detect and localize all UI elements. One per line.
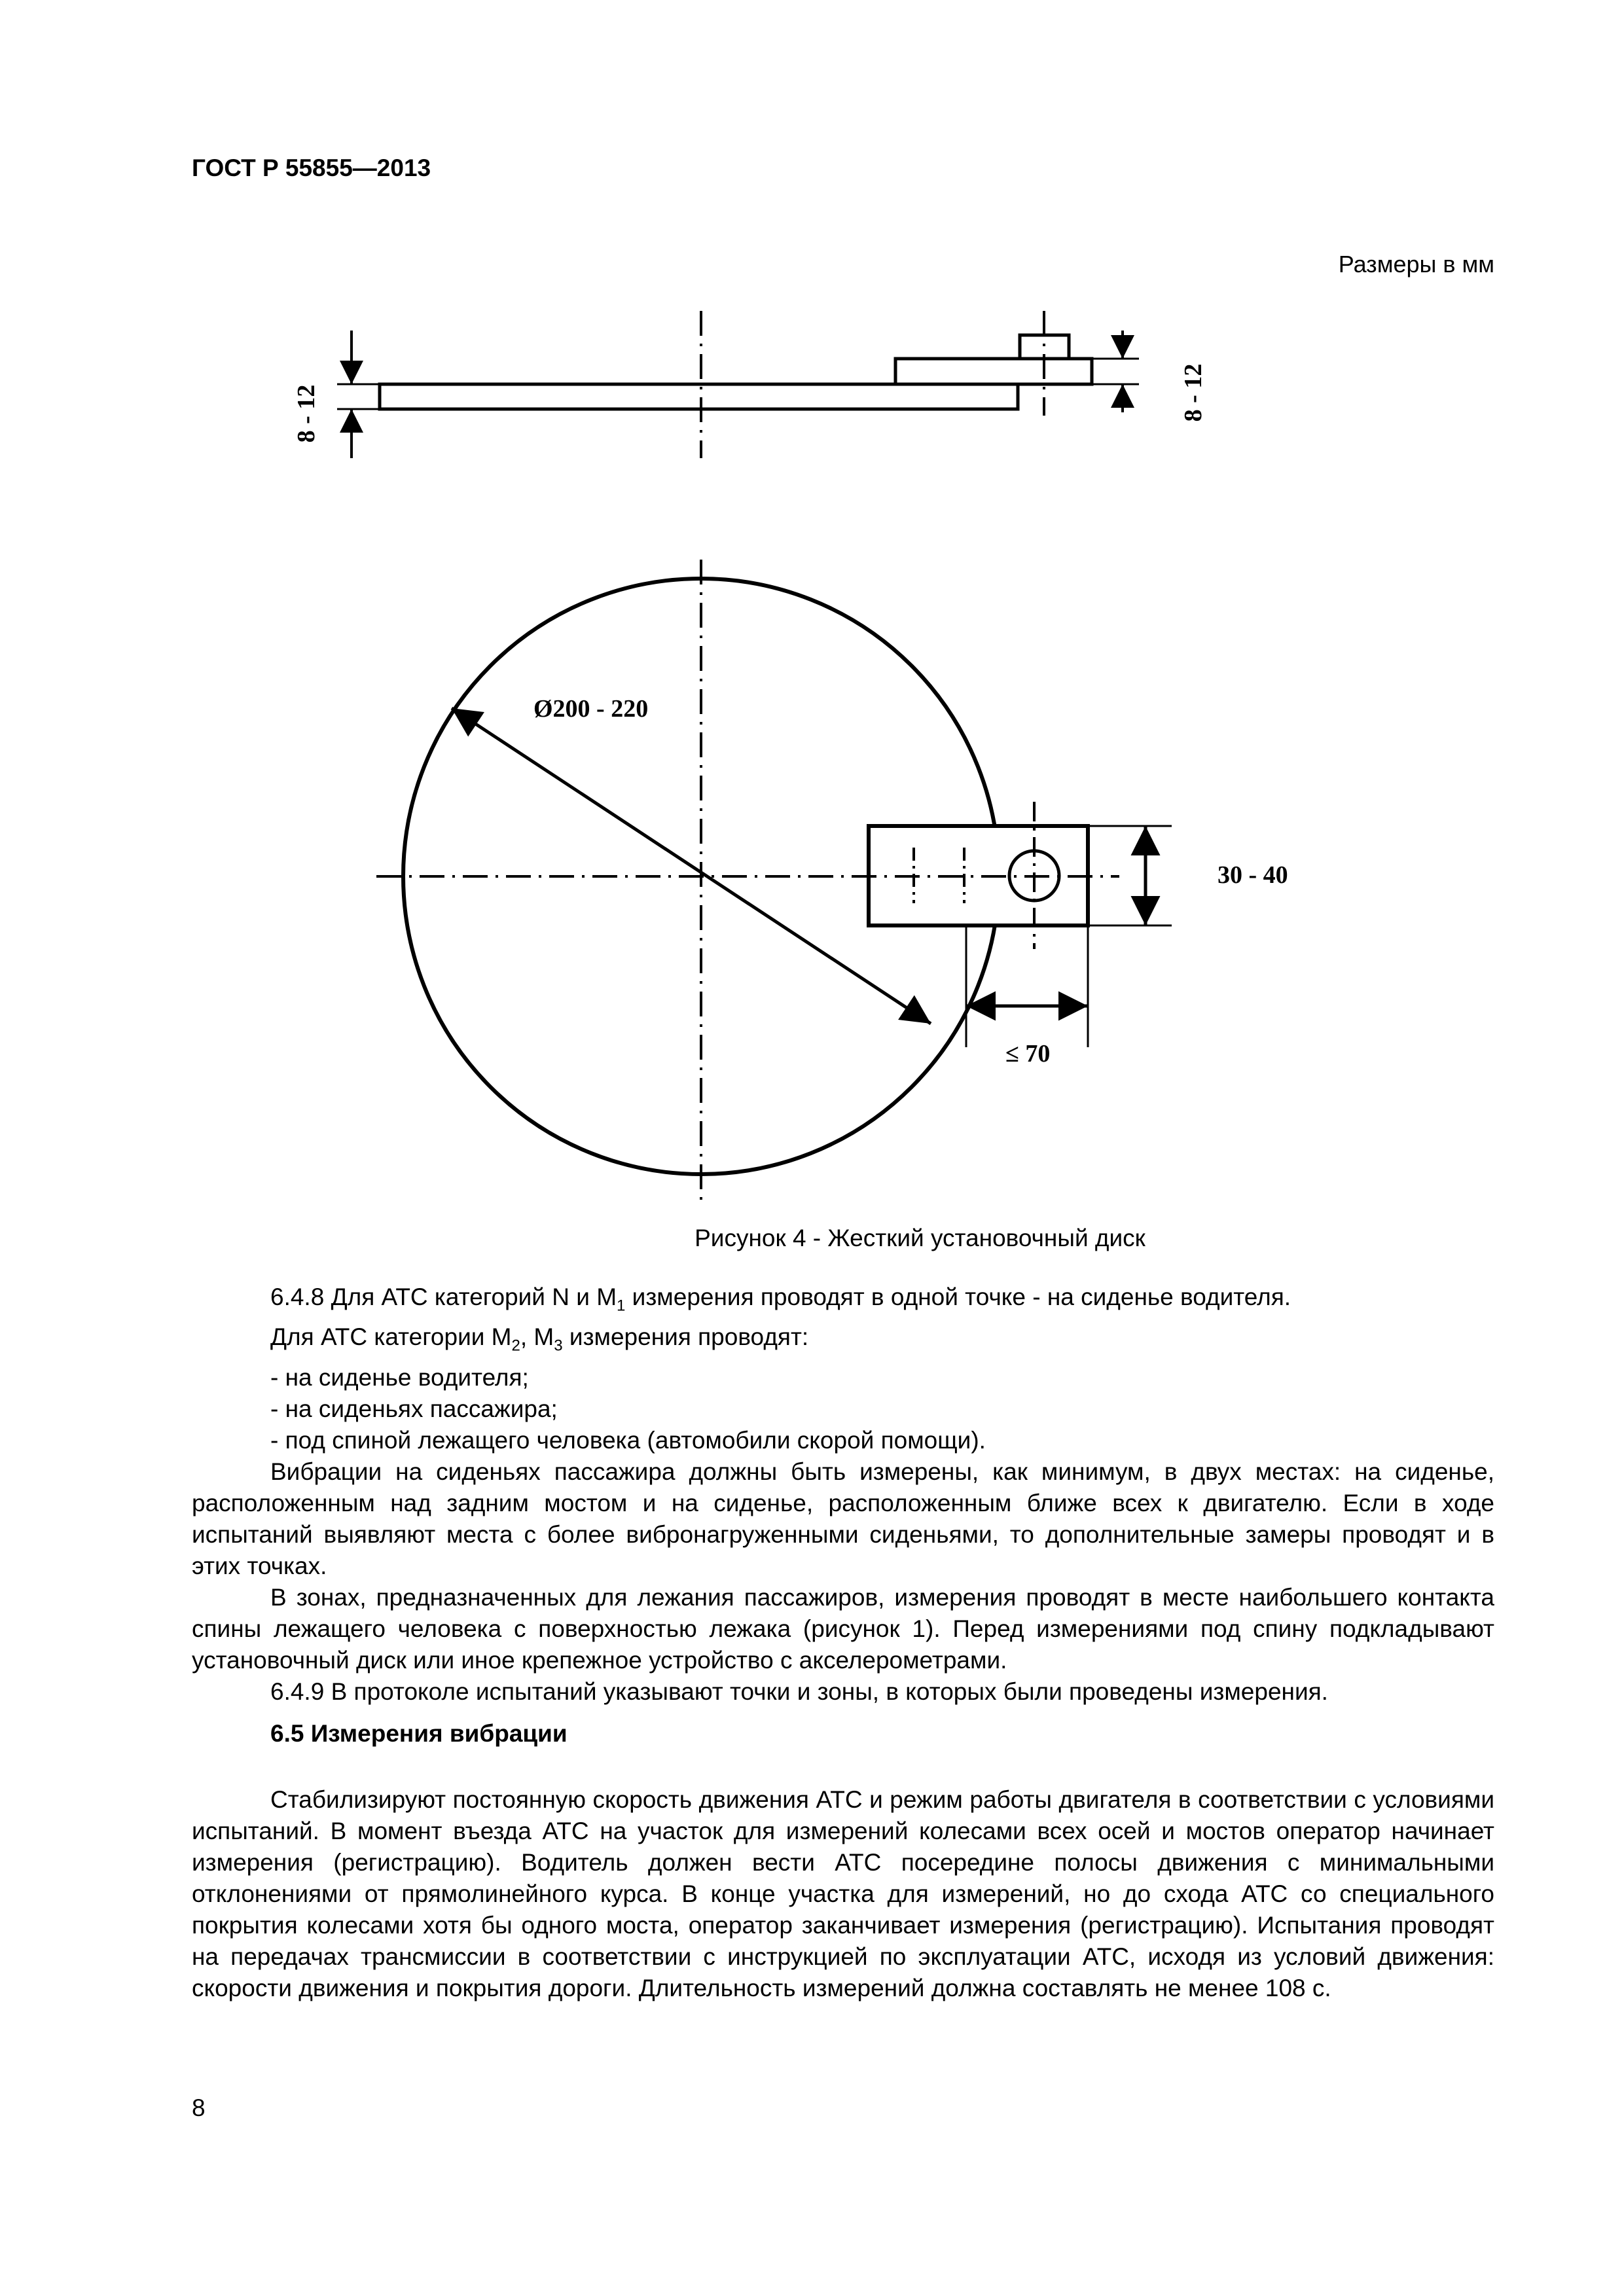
diameter-dimension-line xyxy=(452,708,931,1024)
bracket-side xyxy=(895,359,1092,384)
figure-caption-text: Рисунок 4 - Жесткий установочный диск xyxy=(695,1225,1146,1251)
document-header: ГОСТ Р 55855—2013 xyxy=(192,154,431,181)
paragraph: В зонах, предназначенных для лежания пассажиров, измерения проводят в месте наибольшего контакта спины лежащего человека с поверхностью лежака (рисунок 1). Перед измерениями под спину подкладывают установочный диск или иное крепежное устройство с акселерометрами. xyxy=(192,1583,1494,1674)
width-label: 30 - 40 xyxy=(1218,861,1288,889)
clause-6-4-8 xyxy=(192,1282,1494,1708)
units-note: Размеры в мм xyxy=(1338,251,1494,278)
thickness-label-right: 8 - 12 xyxy=(1180,363,1207,422)
paragraph: Стабилизируют постоянную скорость движения АТС и режим работы двигателя в соответствии с условиями испытаний. В момент въезда АТС на участок для измерений колесами всех осей и мостов оператор начинает измерения (регистрацию). Водитель должен вести АТС посередине полосы движения с минимальными отклонениями от прямолинейного курса. В конце участка для измерений, но до схода АТС со специального покрытия колесами хотя бы одного моста, оператор заканчивает измерения (регистрацию). Испытания проводят на передачах трансмиссии в соответствии с инструкцией по эксплуатации АТС, исходя из условий движения: скорости движения и покрытия дороги. Длительность измерений должна составлять не менее 108 с. xyxy=(192,1786,1494,2001)
disc-plate-side xyxy=(380,384,1018,409)
section-6-5-body xyxy=(192,1784,1494,2004)
thickness-label-left: 8 - 12 xyxy=(293,384,320,443)
list-item: - на сиденье водителя; xyxy=(270,1363,529,1391)
length-label: ≤ 70 xyxy=(1005,1040,1051,1067)
clause-6-4-8-line2: Для АТС категории $M_2$, $M_3$ измерения проводят: xyxy=(270,1323,809,1355)
list-item: - на сиденьях пассажира; xyxy=(270,1395,558,1422)
diameter-label: Ø200 - 220 xyxy=(533,695,649,723)
side-view xyxy=(337,311,1139,458)
clause-6-4-9: 6.4.9 В протоколе испытаний указывают точки и зоны, в которых были проведены измерения. xyxy=(270,1677,1328,1705)
paragraph: Вибрации на сиденьях пассажира должны быть измерены, как минимум, в двух местах: на сиденье, расположенным над задним мостом и на сиденье, расположенным ближе всех к двигателю. Если в ходе испытаний выявляют места с более вибронагруженными сиденьями, то дополнительные замеры проводят и в этих точках. xyxy=(192,1458,1494,1579)
plan-view xyxy=(376,560,1172,1201)
section-title: 6.5 Измерения вибрации xyxy=(270,1720,568,1747)
page-number: 8 xyxy=(192,2094,206,2121)
clause-6-4-8-line1: 6.4.8 Для АТС категорий N и $M_1$ измерения проводят в одной точке - на сиденье водителя. xyxy=(270,1283,1291,1315)
figure-caption xyxy=(0,1225,1624,1252)
list-item: - под спиной лежащего человека (автомобили скорой помощи). xyxy=(270,1426,986,1454)
